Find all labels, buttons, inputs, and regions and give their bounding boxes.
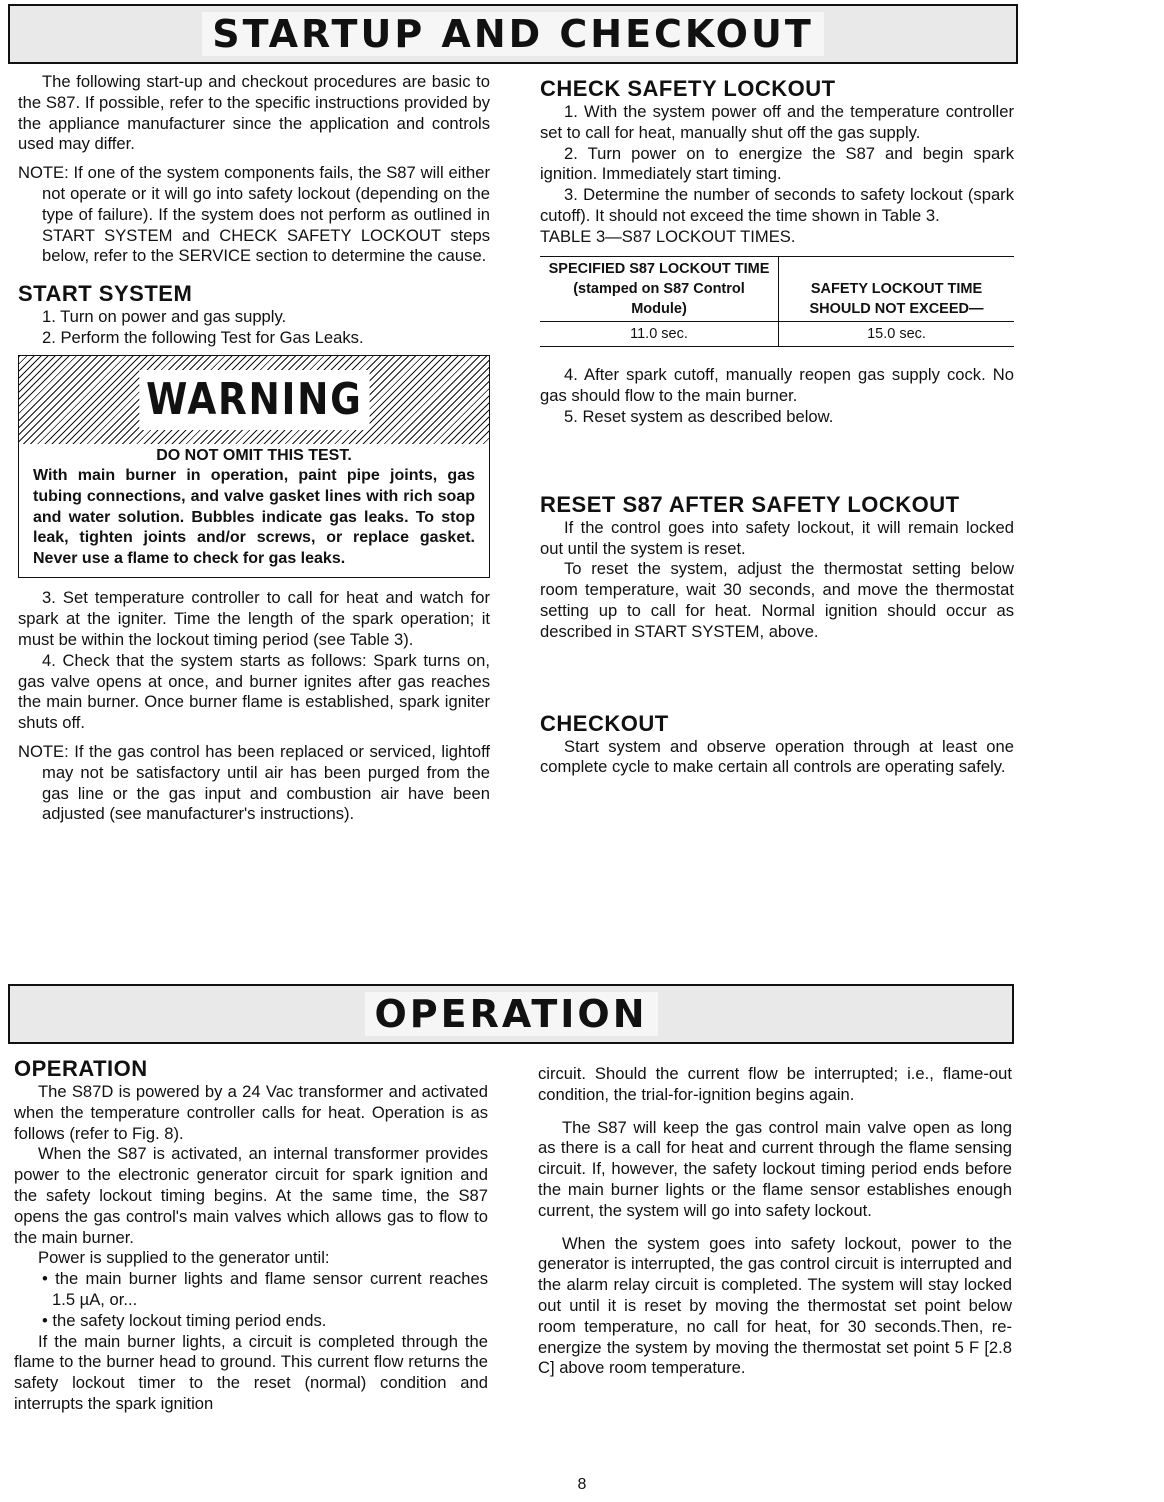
check-step-2: 2. Turn power on to energize the S87 and begin spark ignition. Immediately start timing. bbox=[540, 143, 1014, 184]
page-number: 8 bbox=[577, 1476, 587, 1493]
startup-right-column bbox=[540, 72, 1014, 778]
operation-right-paragraph-1: circuit. Should the current flow be interrupted; i.e., flame-out condition, the trial-for-ignition begins again. bbox=[538, 1064, 1012, 1104]
warning-header bbox=[19, 356, 489, 444]
operation-paragraph-1: The S87D is powered by a 24 Vac transformer and activated when the temperature controller calls for heat. Operation is as follows (refer to Fig. 8). bbox=[14, 1082, 488, 1143]
table-cell-specified: 11.0 sec. bbox=[540, 321, 779, 347]
note-2-paragraph: NOTE: If the gas control has been replaced or serviced, lightoff may not be satisfactory until air has been purged from the gas line or the gas input and combustion air have been adjusted (see manufacturer's instructions). bbox=[18, 741, 490, 824]
startup-banner bbox=[8, 4, 1018, 64]
start-step-2: 2. Perform the following Test for Gas Leaks. bbox=[42, 327, 364, 347]
intro-paragraph: The following start-up and checkout procedures are basic to the S87. If possible, refer to the specific instructions provided by the appliance manufacturer since the application and controls used may differ. bbox=[18, 72, 490, 154]
startup-left-column bbox=[18, 72, 490, 825]
lockout-table bbox=[540, 256, 1014, 348]
reset-paragraph-2: To reset the system, adjust the thermostat setting below room temperature, wait 30 seconds, and move the thermostat setting up to call for heat. Normal ignition should occur as described in START SYSTEM, above. bbox=[540, 559, 1014, 641]
check-step-1: 1. With the system power off and the temperature controller set to call for heat, manually shut off the gas supply. bbox=[540, 102, 1014, 142]
warning-title: WARNING bbox=[139, 370, 369, 430]
operation-right-column bbox=[538, 1064, 1012, 1379]
operation-heading: OPERATION bbox=[14, 1056, 148, 1081]
operation-banner bbox=[8, 984, 1014, 1044]
warning-body bbox=[19, 444, 489, 578]
warning-line: DO NOT OMIT THIS TEST. bbox=[156, 446, 352, 464]
check-step-3: 3. Determine the number of seconds to safety lockout (spark cutoff). It should not exceed the time shown in Table 3. bbox=[540, 185, 1014, 225]
table-header-specified: SPECIFIED S87 LOCKOUT TIME (stamped on S87 Control Module) bbox=[540, 256, 779, 321]
check-lockout-heading: CHECK SAFETY LOCKOUT bbox=[540, 76, 836, 101]
start-system-heading: START SYSTEM bbox=[18, 281, 193, 307]
checkout-heading: CHECKOUT bbox=[540, 710, 669, 736]
operation-bullet-1: • the main burner lights and flame sensor current reaches 1.5 µA, or... bbox=[42, 1269, 488, 1309]
reset-paragraph-1: If the control goes into safety lockout, it will remain locked out until the system is reset. bbox=[540, 517, 1014, 558]
operation-bullet-2: • the safety lockout timing period ends. bbox=[42, 1310, 327, 1330]
table-caption: TABLE 3—S87 LOCKOUT TIMES. bbox=[540, 226, 796, 246]
check-step-4: 4. After spark cutoff, manually reopen gas supply cock. No gas should flow to the main burner. bbox=[540, 365, 1014, 406]
checkout-paragraph: Start system and observe operation through at least one complete cycle to make certain all controls are operating safely. bbox=[540, 736, 1014, 777]
warning-box bbox=[18, 355, 490, 579]
note-paragraph: NOTE: If one of the system components fails, the S87 will either not operate or it will go into safety lockout (depending on the type of failure). If the system does not perform as outlined in START SYSTEM and CHECK SAFETY LOCKOUT steps below, refer to the SERVICE section to determine the cause. bbox=[18, 163, 490, 266]
operation-paragraph-3: Power is supplied to the generator until: bbox=[38, 1248, 330, 1268]
start-step-3: 3. Set temperature controller to call for heat and watch for spark at the igniter. Time the length of the spark operation; it must be within the lockout timing period (see Table 3). bbox=[18, 588, 490, 649]
start-step-4: 4. Check that the system starts as follows: Spark turns on, gas valve opens at once, and burner ignites after gas reaches the main burner. Once burner flame is established, spark igniter shuts off. bbox=[18, 650, 490, 733]
warning-text: With main burner in operation, paint pipe joints, gas tubing connections, and valve gasket lines with rich soap and water solution. Bubbles indicate gas leaks. To stop leak, tighten joints and/or screws, or replace gasket. Never use a flame to check for gas leaks. bbox=[33, 467, 475, 567]
operation-left-column bbox=[14, 1056, 488, 1415]
table-cell-safety: 15.0 sec. bbox=[779, 321, 1015, 347]
operation-banner-title: OPERATION bbox=[365, 992, 658, 1036]
start-step-1: 1. Turn on power and gas supply. bbox=[42, 307, 287, 327]
startup-banner-title: STARTUP AND CHECKOUT bbox=[202, 12, 824, 56]
table-header-safety: SAFETY LOCKOUT TIME SHOULD NOT EXCEED— bbox=[779, 256, 1015, 321]
reset-heading: RESET S87 AFTER SAFETY LOCKOUT bbox=[540, 491, 960, 517]
check-step-5: 5. Reset system as described below. bbox=[564, 406, 834, 426]
operation-right-paragraph-3: When the system goes into safety lockout, power to the generator is interrupted, the gas control circuit is interrupted and the alarm relay circuit is completed. The system will stay locked out until it is reset by moving the thermostat set point below room temperature, no call for heat, for 30 seconds.Then, re-energize the system by moving the thermostat set point 5 F [2.8 C] above room temperature. bbox=[538, 1233, 1012, 1378]
operation-paragraph-2: When the S87 is activated, an internal transformer provides power to the electronic generator circuit for spark ignition and the safety lockout timing begins. At the same time, the S87 opens the gas control's main valves which allows gas to flow to the main burner. bbox=[14, 1144, 488, 1247]
operation-paragraph-4: If the main burner lights, a circuit is completed through the flame to the burner head to ground. This current flow returns the safety lockout timer to the reset (normal) condition and interrupts the spark ignition bbox=[14, 1331, 488, 1413]
operation-right-paragraph-2: The S87 will keep the gas control main valve open as long as there is a call for heat and current through the flame sensing circuit. If, however, the safety lockout timing period ends before the main burner lights or the flame sensor establishes enough current, the system will go into safety lockout. bbox=[538, 1117, 1012, 1220]
